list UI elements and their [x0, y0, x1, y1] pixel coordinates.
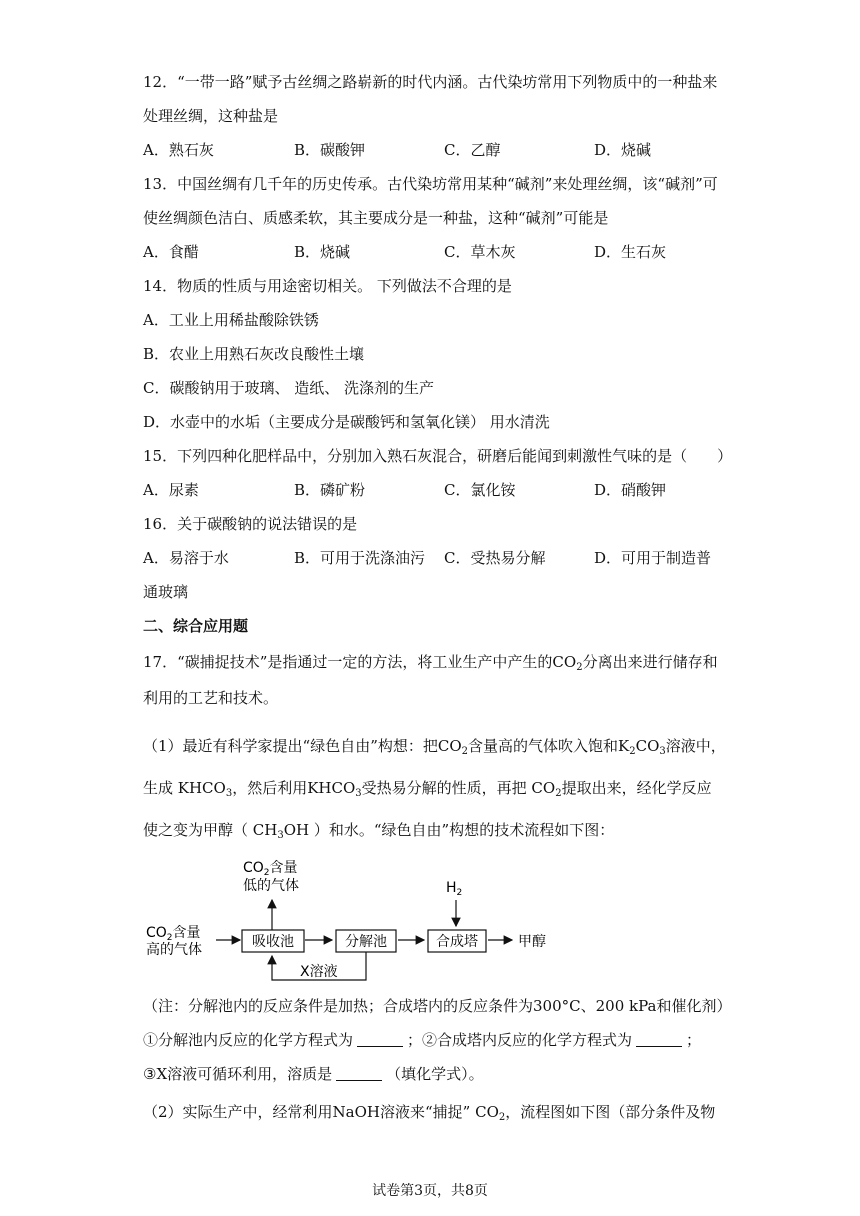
subscript: 2 [555, 788, 562, 799]
q17-text: 提取出来，经化学反应 [561, 779, 712, 797]
absorption-tank-label: 吸收池 [252, 934, 294, 950]
q17-text: 溶液中， [665, 737, 726, 755]
q12-option-a[interactable]: A．熟石灰 [143, 141, 214, 159]
subscript: 3 [225, 788, 233, 799]
subscript: 2 [629, 746, 636, 757]
q17-text: ；②合成塔内反应的化学方程式为 [407, 1031, 633, 1049]
q15-option-b[interactable]: B．磷矿粉 [294, 481, 366, 499]
q13-option-d[interactable]: D．生石灰 [594, 243, 667, 261]
q17-part2-line1 [143, 1102, 715, 1128]
q13-stem-line1: 13．中国丝绸有几千年的历史传承。古代染坊常用某种“碱剂”来处理丝绸，该“碱剂”可 [143, 175, 718, 193]
subscript: 2 [576, 662, 583, 673]
q16-option-a[interactable]: A．易溶于水 [143, 549, 229, 567]
q17-text: 受热易分解的性质，再把 CO [361, 779, 556, 797]
q17-text: ，流程图如下图（部分条件及物 [505, 1103, 716, 1121]
q17-part1-line1 [143, 736, 726, 762]
x-solution-label: X溶液 [300, 964, 338, 980]
q17-text: 含量高的气体吹入饱和K [468, 737, 630, 755]
q17-blank-line2 [143, 1064, 484, 1084]
input-gas-label-2: 高的气体 [146, 942, 202, 958]
output-gas-label: $CO_2$含量 [243, 860, 298, 878]
q14-option-a[interactable]: A．工业上用稀盐酸除铁锈 [143, 311, 319, 329]
q15-option-c[interactable]: C．氯化铵 [444, 481, 516, 499]
output-gas-label-2: 低的气体 [243, 878, 299, 894]
h2-label: $H_2$ [446, 880, 463, 898]
q17-text: 分离出来进行储存和 [582, 653, 718, 671]
q12-stem-line1: 12．“一带一路”赋予古丝绸之路崭新的时代内涵。古代染坊常用下列物质中的一种盐来 [143, 73, 718, 91]
q16-stem: 16．关于碳酸钠的说法错误的是 [143, 515, 358, 533]
q17-text: （2）实际生产中，经常利用NaOH溶液来“捕捉” CO [143, 1103, 499, 1121]
q12-option-d[interactable]: D．烧碱 [594, 141, 652, 159]
q17-text: CO [635, 737, 660, 755]
subscript: 3 [277, 830, 284, 841]
q17-note: （注：分解池内的反应条件是加热；合成塔内的反应条件为300°C、200 kPa和催化剂） [143, 997, 732, 1015]
answer-blank-1[interactable] [357, 1032, 403, 1047]
q16-option-b[interactable]: B．可用于洗涤油污 [294, 549, 426, 567]
q17-text: ； [686, 1031, 702, 1049]
q16-option-d[interactable]: D．可用于制造普 [594, 549, 712, 567]
q14-option-c[interactable]: C．碳酸钠用于玻璃、 造纸、 洗涤剂的生产 [143, 379, 435, 397]
subscript: 3 [659, 746, 666, 757]
q17-text: ，然后利用KHCO [232, 779, 356, 797]
answer-blank-2[interactable] [636, 1032, 682, 1047]
q17-part1-line2 [143, 778, 712, 804]
subscript: 2 [498, 1112, 506, 1123]
q15-option-a[interactable]: A．尿素 [143, 481, 199, 499]
q17-text: 使之变为甲醇（ CH [143, 821, 278, 839]
subscript: 3 [355, 788, 362, 799]
section-heading: 二、综合应用题 [143, 617, 249, 635]
q17-text: （填化学式）。 [386, 1065, 484, 1083]
q17-part1-line3 [143, 820, 614, 846]
q13-stem-line2: 使丝绸颜色洁白、质感柔软，其主要成分是一种盐，这种“碱剂”可能是 [143, 209, 609, 227]
q12-option-c[interactable]: C．乙醇 [444, 141, 501, 159]
subscript: 2 [461, 746, 469, 757]
q14-option-b[interactable]: B．农业上用熟石灰改良酸性土壤 [143, 345, 365, 363]
q17-text: ③X溶液可循环利用，溶质是 [143, 1065, 333, 1083]
q17-stem-line2: 利用的工艺和技术。 [143, 689, 279, 707]
q14-stem: 14．物质的性质与用途密切相关。 下列做法不合理的是 [143, 277, 512, 295]
q15-option-d[interactable]: D．硝酸钾 [594, 481, 667, 499]
input-gas-label: $CO_2$含量 [146, 925, 201, 943]
q17-text: OH ）和水。“绿色自由”构想的技术流程如下图： [283, 821, 615, 839]
q13-option-c[interactable]: C．草木灰 [444, 243, 516, 261]
q12-stem-line2: 处理丝绸，这种盐是 [143, 107, 279, 125]
process-flow-diagram [140, 852, 580, 992]
q14-option-d[interactable]: D．水壶中的水垢（主要成分是碳酸钙和氢氧化镁） 用水清洗 [143, 413, 550, 431]
decomposition-tank-label: 分解池 [345, 934, 387, 950]
q17-text: ①分解池内反应的化学方程式为 [143, 1031, 354, 1049]
q13-option-b[interactable]: B．烧碱 [294, 243, 351, 261]
q16-option-d-continued: 通玻璃 [143, 583, 189, 601]
q17-stem-line1 [143, 652, 718, 678]
q17-text: （1）最近有科学家提出“绿色自由”构想：把CO [143, 737, 462, 755]
q17-blank-line1 [143, 1030, 701, 1050]
q15-stem: 15．下列四种化肥样品中，分别加入熟石灰混合，研磨后能闻到刺激性气味的是（ ） [143, 447, 733, 465]
methanol-label: 甲醇 [518, 934, 546, 950]
page-footer: 试卷第3页，共8页 [372, 1183, 488, 1199]
answer-blank-3[interactable] [336, 1066, 382, 1081]
q13-option-a[interactable]: A．食醋 [143, 243, 199, 261]
synthesis-tower-label: 合成塔 [436, 934, 478, 950]
q12-option-b[interactable]: B．碳酸钾 [294, 141, 366, 159]
q16-option-c[interactable]: C．受热易分解 [444, 549, 546, 567]
q17-text: 生成 KHCO [143, 779, 226, 797]
q17-text: 17．“碳捕捉技术”是指通过一定的方法，将工业生产中产生的CO [143, 653, 577, 671]
